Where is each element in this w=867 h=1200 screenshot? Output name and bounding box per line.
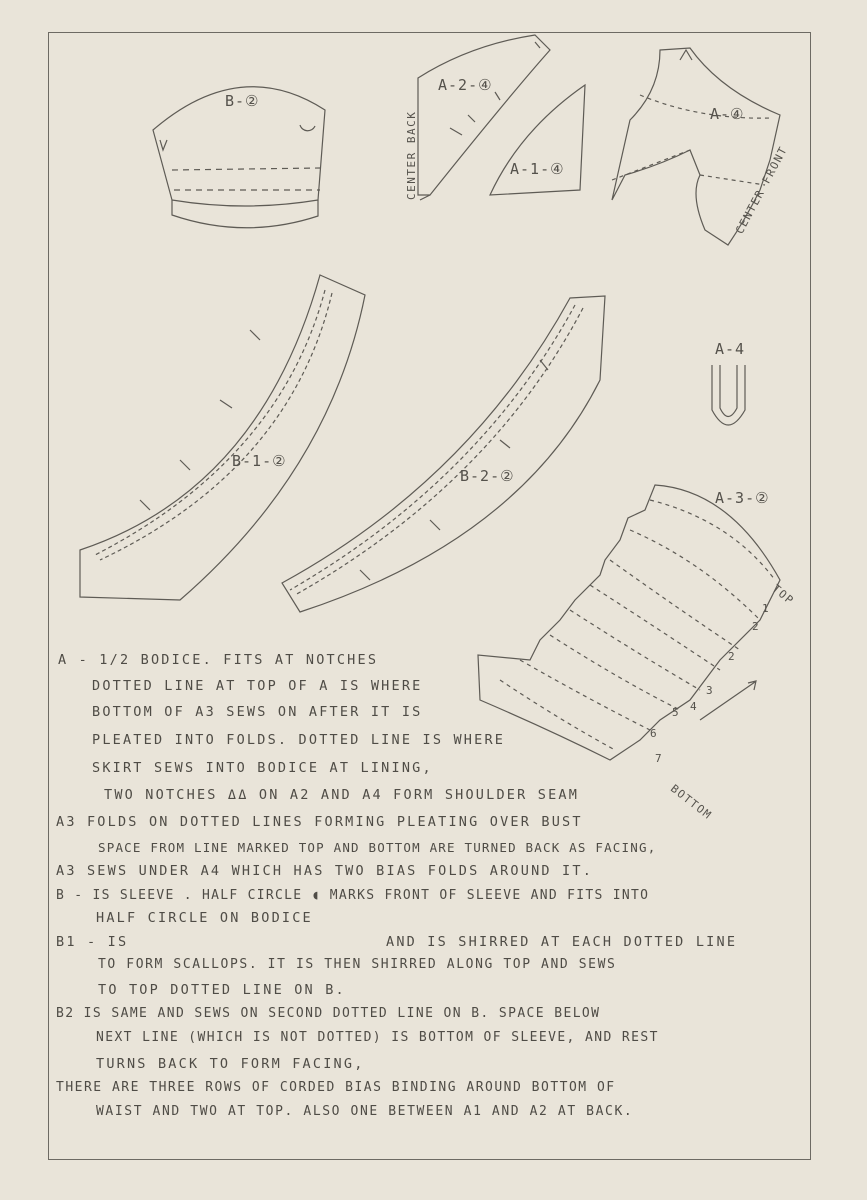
piece-b1	[80, 275, 365, 600]
label-a4-top: A-④	[710, 105, 745, 123]
note-line: B1 - IS	[56, 934, 129, 950]
fold-number: 2	[752, 620, 761, 633]
piece-a3	[478, 485, 780, 760]
note-line: B2 IS SAME AND SEWS ON SECOND DOTTED LINE ON B. SPACE BELOW	[56, 1006, 601, 1021]
fold-number: 1	[762, 602, 771, 615]
fold-number: 6	[650, 727, 659, 740]
note-line: HALF CIRCLE ON BODICE	[96, 910, 313, 926]
label-a4: A-4	[715, 340, 746, 358]
note-line: TURNS BACK TO FORM FACING,	[96, 1056, 365, 1072]
label-a3: A-3-②	[715, 489, 770, 507]
label-b-sleeve: B-②	[225, 92, 260, 110]
piece-a4-fold	[712, 365, 745, 425]
fold-number: 4	[690, 700, 699, 713]
label-b2: B-2-②	[460, 467, 515, 485]
fold-number: 3	[706, 684, 715, 697]
piece-a1	[450, 85, 585, 195]
note-line: TWO NOTCHES ΔΔ ON A2 AND A4 FORM SHOULDER SEAM	[104, 787, 580, 803]
note-line: TO FORM SCALLOPS. IT IS THEN SHIRRED ALONG TOP AND SEWS	[98, 957, 617, 972]
note-line: DOTTED LINE AT TOP OF A IS WHERE	[92, 678, 423, 694]
note-line: SPACE FROM LINE MARKED TOP AND BOTTOM ARE TURNED BACK AS FACING,	[98, 840, 657, 855]
label-bottom: BOTTOM	[667, 782, 715, 823]
label-a1: A-1-④	[510, 160, 565, 178]
note-line: PLEATED INTO FOLDS. DOTTED LINE IS WHERE	[92, 732, 506, 748]
label-b1: B-1-②	[232, 452, 287, 470]
note-line: A3 SEWS UNDER A4 WHICH HAS TWO BIAS FOLDS AROUND IT.	[56, 863, 594, 879]
label-center-front: CENTER FRONT	[733, 143, 791, 237]
fold-number: 7	[655, 752, 664, 765]
note-line: NEXT LINE (WHICH IS NOT DOTTED) IS BOTTOM OF SLEEVE, AND REST	[96, 1030, 659, 1045]
note-line: BOTTOM OF A3 SEWS ON AFTER IT IS	[92, 704, 423, 720]
note-line: A3 FOLDS ON DOTTED LINES FORMING PLEATING OVER BUST	[56, 814, 583, 830]
note-line: SKIRT SEWS INTO BODICE AT LINING,	[92, 760, 433, 776]
fold-number: 5	[672, 706, 681, 719]
fold-number: 2	[728, 650, 737, 663]
piece-b2	[282, 296, 605, 612]
note-line: TO TOP DOTTED LINE ON B.	[98, 982, 346, 998]
label-center-back: CENTER BACK	[405, 110, 418, 200]
note-line: A - 1/2 BODICE. FITS AT NOTCHES	[58, 652, 379, 668]
note-line: THERE ARE THREE ROWS OF CORDED BIAS BINDING AROUND BOTTOM OF	[56, 1080, 616, 1095]
note-line: WAIST AND TWO AT TOP. ALSO ONE BETWEEN A1 AND A2 AT BACK.	[96, 1104, 634, 1119]
note-line: AND IS SHIRRED AT EACH DOTTED LINE	[386, 934, 738, 950]
label-a2: A-2-④	[438, 76, 493, 94]
note-line: B - IS SLEEVE . HALF CIRCLE ◖ MARKS FRONT OF SLEEVE AND FITS INTO	[56, 888, 650, 903]
label-top: TOP	[769, 582, 797, 608]
